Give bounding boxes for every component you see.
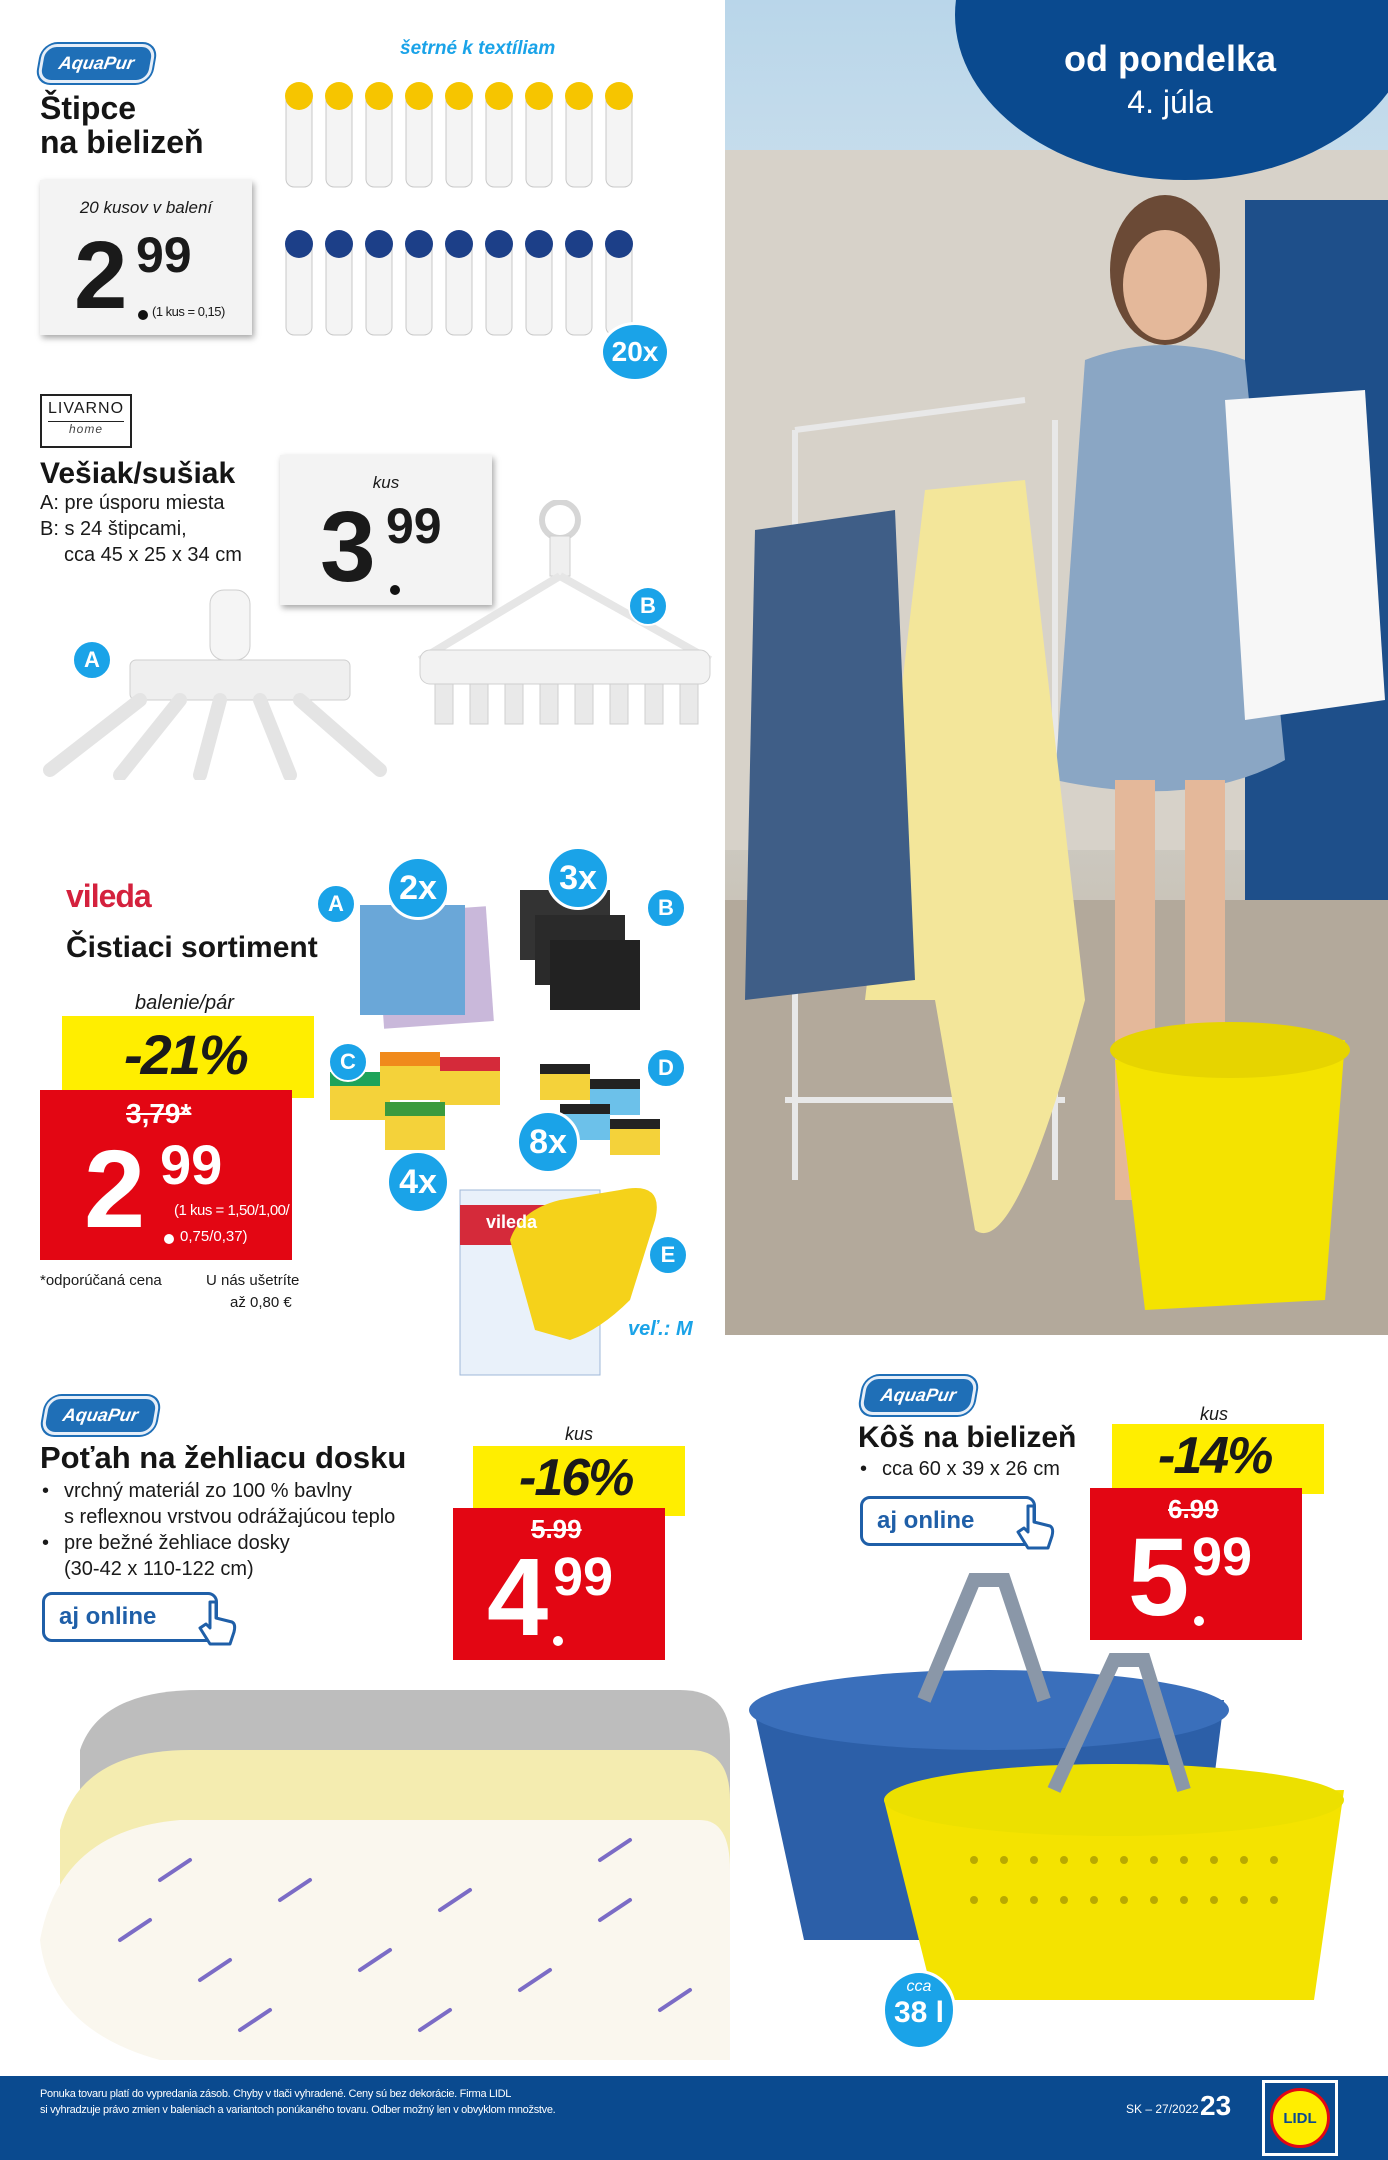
basket-bullet-dot: • <box>860 1458 868 1480</box>
label-b: B <box>646 888 686 928</box>
basket-image <box>744 1560 1344 2010</box>
basket-title: Kôš na bielizeň <box>858 1421 1077 1454</box>
pack-info: 20 kusov v balení <box>79 198 213 217</box>
aquapur-logo-ironing: AquaPur <box>41 1396 161 1435</box>
saving-2: až 0,80 € <box>230 1294 292 1311</box>
discount: -14% <box>1158 1427 1272 1485</box>
label-d: D <box>646 1048 686 1088</box>
cleaning-title: Čistiaci sortiment <box>66 931 318 964</box>
photo-illustration <box>725 0 1388 1335</box>
hand-pointer-icon <box>1014 1502 1058 1552</box>
livarno-brand: LIVARNO <box>48 400 125 417</box>
price-dot <box>164 1234 174 1244</box>
basket-bullet-1: cca 60 x 39 x 26 cm <box>882 1458 1060 1480</box>
ironing-price-box <box>453 1508 665 1660</box>
price-main: 3 <box>320 491 370 603</box>
footer-bar <box>0 2076 1388 2160</box>
ironing-bullet-2a: pre bežné žehliace dosky <box>64 1532 290 1554</box>
badge-2x: 2x <box>386 856 450 920</box>
lifestyle-photo <box>725 0 1388 1335</box>
ironing-bullet-dot-1: • <box>42 1480 50 1502</box>
discount: -16% <box>519 1449 633 1507</box>
glove-size: veľ.: M <box>628 1318 693 1340</box>
price-dot <box>553 1636 563 1646</box>
cleaning-unit: balenie/pár <box>135 992 234 1014</box>
ironing-title: Poťah na žehliacu dosku <box>40 1440 407 1475</box>
price-cents: 99 <box>1192 1527 1253 1587</box>
label-e: E <box>648 1235 688 1275</box>
hanger-desc-1: A: pre úsporu miesta <box>40 492 225 514</box>
ironing-unit: kus <box>565 1424 594 1444</box>
glove-brand: vileda <box>486 1212 538 1232</box>
online-label: aj online <box>877 1507 975 1534</box>
badge-4x: 4x <box>386 1150 450 1214</box>
lidl-logo-text: LIDL <box>1283 2109 1317 2127</box>
footer-code: SK – 27/2022 <box>1126 2102 1199 2116</box>
livarno-logo <box>40 394 132 448</box>
price-cents: 99 <box>553 1547 614 1607</box>
footnote: *odporúčaná cena <box>40 1272 162 1289</box>
price-dot <box>138 310 148 320</box>
price-main: 2 <box>74 222 122 329</box>
date-line2: 4. júla <box>1127 84 1213 120</box>
cleaning-images <box>320 860 720 1380</box>
basket-discount-box <box>1112 1424 1324 1494</box>
ironing-bullet-2b: (30-42 x 110-122 cm) <box>64 1558 254 1580</box>
price-cents: 99 <box>386 498 442 554</box>
qty-badge-20x: 20x <box>600 322 670 382</box>
unit-price-2: 0,75/0,37) <box>180 1228 248 1245</box>
livarno-sub: home <box>48 421 124 436</box>
footer-disclaimer-2: si vyhradzuje právo zmien v baleniach a variantoch ponúkaného tovaru. Odber možný len v obvyklom množstve. <box>40 2104 556 2116</box>
ironing-board-image <box>40 1680 730 2070</box>
ironing-discount-box <box>473 1446 685 1516</box>
price-cents: 99 <box>160 1133 223 1196</box>
hanger-desc-2: B: s 24 štipcami, <box>40 518 187 540</box>
old-price: 6.99 <box>1168 1494 1219 1524</box>
unit-price-1: (1 kus = 1,50/1,00/ <box>174 1202 290 1219</box>
basket-online-button[interactable] <box>860 1496 1036 1546</box>
footer-disclaimer-1: Ponuka tovaru platí do vypredania zásob. Chyby v tlači vyhradené. Ceny sú bez dekorácie. Firma LIDL <box>40 2088 512 2100</box>
volume-label-2: 38 l <box>893 1996 945 2029</box>
badge-3x: 3x <box>546 846 610 910</box>
online-label: aj online <box>59 1603 157 1630</box>
aquapur-logo-basket: AquaPur <box>859 1376 979 1415</box>
price-main: 2 <box>84 1128 140 1251</box>
lidl-logo <box>1262 2080 1338 2156</box>
vileda-logo: vileda <box>66 878 151 914</box>
badge-8x: 8x <box>516 1110 580 1174</box>
clothespins-title-1: Štipce <box>40 90 137 126</box>
volume-label-1: cca <box>906 1978 932 1995</box>
saving-1: U nás ušetríte <box>206 1272 300 1289</box>
cleaning-price-box <box>40 1090 292 1260</box>
aquapur-logo: AquaPur <box>37 44 157 83</box>
price-cents: 99 <box>136 227 192 283</box>
label-a: A <box>316 884 356 924</box>
lidl-logo-inner <box>1270 2088 1330 2148</box>
clothespins-title-2: na bielizeň <box>40 124 204 160</box>
cleaning-discount-box <box>62 1016 314 1098</box>
hanger-title: Vešiak/sušiak <box>40 457 236 490</box>
ironing-online-button[interactable] <box>42 1592 218 1642</box>
label-c: C <box>328 1042 368 1082</box>
date-line1: od pondelka <box>1063 38 1276 79</box>
basket-unit: kus <box>1200 1404 1229 1424</box>
discount: -21% <box>124 1023 247 1086</box>
clothespins-price-box <box>40 180 252 335</box>
clothespins-image <box>280 70 670 350</box>
ironing-bullet-1b: s reflexnou vrstvou odrážajúcou teplo <box>64 1506 396 1528</box>
ironing-bullet-dot-2: • <box>42 1532 50 1554</box>
hand-pointer-icon <box>196 1598 240 1648</box>
old-price: 3,79* <box>126 1098 192 1129</box>
unit-label: kus <box>372 473 400 492</box>
hanger-image-b <box>410 500 720 740</box>
old-price: 5.99 <box>531 1514 582 1544</box>
tagline: šetrné k textíliam <box>400 38 556 59</box>
ironing-bullet-1a: vrchný materiál zo 100 % bavlny <box>64 1480 352 1502</box>
label-b-hanger: B <box>628 586 668 626</box>
page-number: 23 <box>1200 2090 1232 2121</box>
label-a-hanger: A <box>72 640 112 680</box>
hanger-image-a <box>40 580 420 780</box>
price-main: 5 <box>1128 1516 1184 1639</box>
unit-price: (1 kus = 0,15) <box>152 304 225 319</box>
price-main: 4 <box>487 1536 543 1659</box>
hanger-desc-3: cca 45 x 25 x 34 cm <box>64 544 242 566</box>
